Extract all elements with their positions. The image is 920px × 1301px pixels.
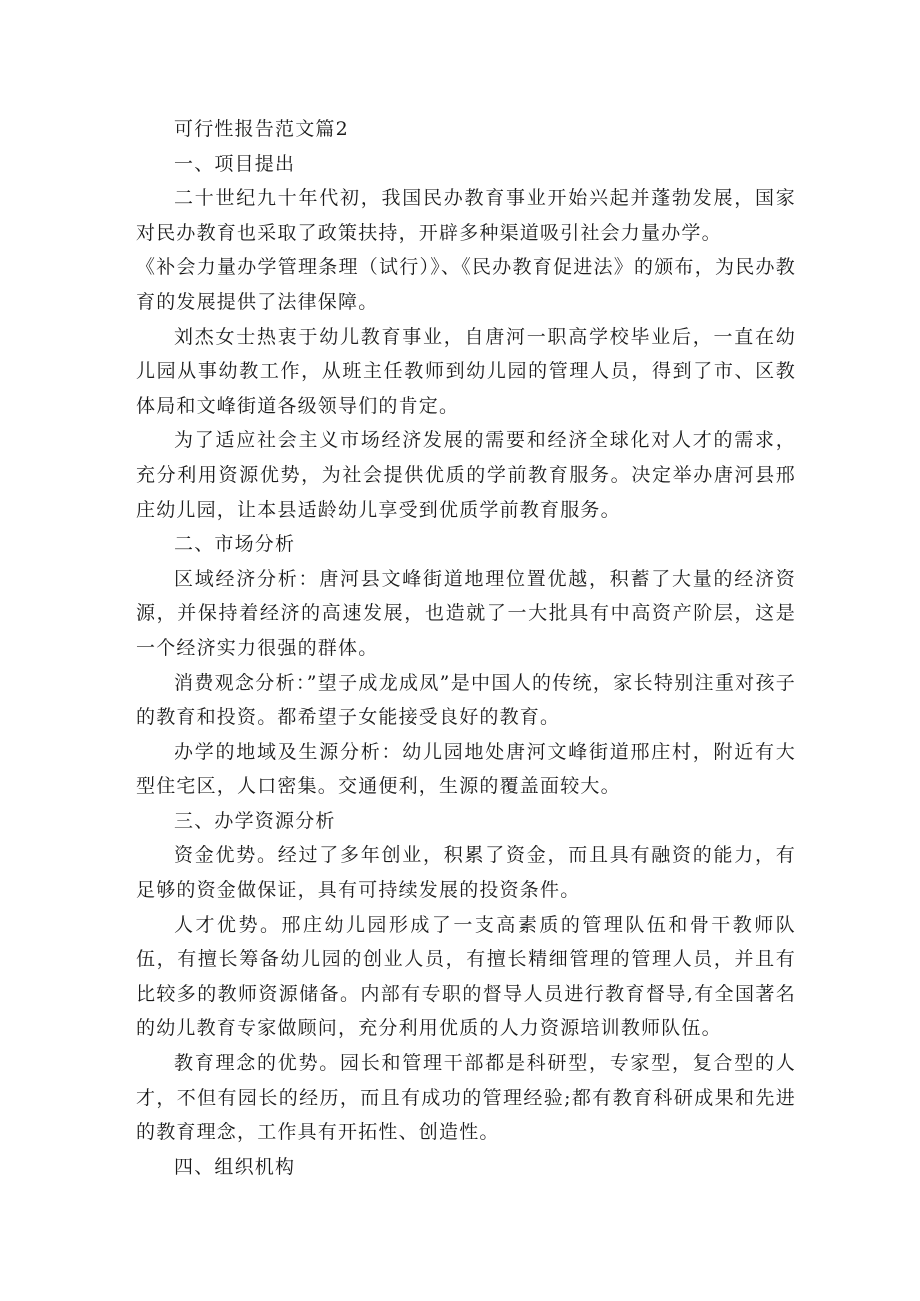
section-heading-market: 二、市场分析 [174, 533, 296, 556]
paragraph: 办学的地域及生源分析：幼儿园地处唐河文峰街道邢庄村，附近有大型住宅区，人口密集。交通便利，生源的覆盖面较大。 [136, 740, 796, 798]
paragraph: 资金优势。经过了多年创业，积累了资金，而且具有融资的能力，有足够的资金做保证，具有可持续发展的投资条件。 [136, 844, 796, 902]
paragraph: 消费观念分析：”望子成龙成凤”是中国人的传统，家长特别注重对孩子的教育和投资。都希望子女能接受良好的教育。 [136, 671, 796, 729]
section-heading-resources: 三、办学资源分析 [174, 809, 336, 832]
paragraph: 教育理念的优势。园长和管理干部都是科研型，专家型，复合型的人才，不但有园长的经历，而且有成功的管理经验;都有教育科研成果和先进的教育理念，工作具有开拓性、创造性。 [136, 1052, 796, 1144]
document-title: 可行性报告范文篇2 [174, 118, 349, 140]
paragraph: 《补会力量办学管理条理（试行）》、《民办教育促进法》的颁布，为民办教育的发展提供了法律保障。 [136, 256, 796, 313]
paragraph: 二十世纪九十年代初，我国民办教育事业开始兴起并蓬勃发展，国家对民办教育也采取了政策扶持，开辟多种渠道吸引社会力量办学。 [136, 187, 796, 244]
paragraph: 刘杰女士热衷于幼儿教育事业，自唐河一职高学校毕业后，一直在幼儿园从事幼教工作，从班主任教师到幼儿园的管理人员，得到了市、区教体局和文峰街道各级领导们的肯定。 [136, 325, 796, 417]
document-body [136, 112, 796, 1184]
section-heading-project: 一、项目提出 [174, 152, 296, 175]
paragraph: 区域经济分析：唐河县文峰街道地理位置优越，积蓄了大量的经济资源，并保持着经济的高速发展，也造就了一大批具有中高资产阶层，这是一个经济实力很强的群体。 [136, 567, 796, 659]
paragraph: 为了适应社会主义市场经济发展的需要和经济全球化对人才的需求，充分利用资源优势，为社会提供优质的学前教育服务。决定举办唐河县邢庄幼儿园，让本县适龄幼儿享受到优质学前教育服务。 [136, 429, 796, 521]
section-heading-organization: 四、组织机构 [174, 1155, 296, 1178]
paragraph: 人才优势。邢庄幼儿园形成了一支高素质的管理队伍和骨干教师队伍，有擅长筹备幼儿园的创业人员，有擅长精细管理的管理人员，并且有比较多的教师资源储备。内部有专职的督导人员进行教育督导,有全国著名的幼儿教育专家做顾问，充分利用优质的人力资源培训教师队伍。 [136, 913, 796, 1040]
